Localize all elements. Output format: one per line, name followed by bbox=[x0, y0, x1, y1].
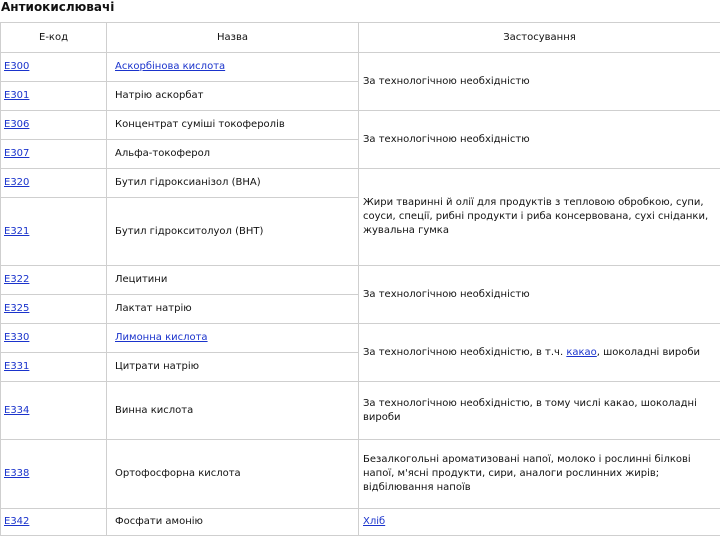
table-row bbox=[1, 324, 720, 353]
code-link-e322[interactable]: E322 bbox=[4, 274, 30, 285]
bread-link[interactable]: Хліб bbox=[363, 516, 386, 527]
table-row bbox=[1, 169, 720, 198]
table-row bbox=[1, 440, 720, 509]
code-link-e320[interactable]: E320 bbox=[4, 177, 30, 188]
use-text: За технологічною необхідністю, в т.ч. bbox=[363, 346, 567, 358]
use-cell: Безалкогольні ароматизовані напої, молоко і рослинні білкові напої, м'ясні продукти, сири, аналоги рослинних жирів; відбілювання напоїв bbox=[359, 440, 720, 509]
table-row bbox=[1, 382, 720, 440]
table-row bbox=[1, 266, 720, 295]
use-cell: За технологічною необхідністю bbox=[359, 111, 720, 169]
code-link-e301[interactable]: E301 bbox=[4, 90, 30, 101]
name-cell: Лецитини bbox=[107, 266, 359, 295]
name-cell: Ортофосфорна кислота bbox=[107, 440, 359, 509]
use-cell: За технологічною необхідністю, в тому числі какао, шоколадні вироби bbox=[359, 382, 720, 440]
code-link-e331[interactable]: E331 bbox=[4, 361, 30, 372]
code-link-e306[interactable]: E306 bbox=[4, 119, 30, 130]
code-link-e338[interactable]: E338 bbox=[4, 468, 30, 479]
name-cell: Бутил гідрокситолуол (BHT) bbox=[107, 198, 359, 266]
antioxidants-table bbox=[0, 22, 720, 536]
name-cell: Альфа-токоферол bbox=[107, 140, 359, 169]
cocoa-link[interactable]: какао bbox=[566, 346, 597, 358]
name-cell: Фосфати амонію bbox=[107, 509, 359, 536]
name-cell: Винна кислота bbox=[107, 382, 359, 440]
code-link-e307[interactable]: E307 bbox=[4, 148, 30, 159]
name-cell: Лактат натрію bbox=[107, 295, 359, 324]
code-link-e300[interactable]: E300 bbox=[4, 61, 30, 72]
table-row bbox=[1, 111, 720, 140]
page-title: Антиокислювачі bbox=[1, 0, 115, 14]
code-link-e330[interactable]: E330 bbox=[4, 332, 30, 343]
name-link-ascorbic-acid[interactable]: Аскорбінова кислота bbox=[115, 61, 226, 72]
table-header-row bbox=[1, 23, 720, 53]
use-cell: За технологічною необхідністю bbox=[359, 266, 720, 324]
use-text: , шоколадні вироби bbox=[596, 346, 701, 358]
name-cell: Концентрат суміші токоферолів bbox=[107, 111, 359, 140]
code-link-e325[interactable]: E325 bbox=[4, 303, 30, 314]
name-cell: Цитрати натрію bbox=[107, 353, 359, 382]
name-cell: Бутил гідроксианізол (BHA) bbox=[107, 169, 359, 198]
table-row bbox=[1, 509, 720, 536]
table-row bbox=[1, 53, 720, 82]
column-header-use: Застосування bbox=[359, 23, 720, 53]
code-link-e321[interactable]: E321 bbox=[4, 225, 30, 237]
name-link-citric-acid[interactable]: Лимонна кислота bbox=[115, 332, 208, 343]
name-cell: Натрію аскорбат bbox=[107, 82, 359, 111]
column-header-name: Назва bbox=[107, 23, 359, 53]
use-cell bbox=[359, 324, 720, 382]
code-link-e342[interactable]: E342 bbox=[4, 516, 30, 527]
code-link-e334[interactable]: E334 bbox=[4, 404, 30, 416]
use-cell: Жири тваринні й олії для продуктів з тепловою обробкою, супи, соуси, спеції, рибні продукти і риба консервована, сухі сніданки, жувальна гумка bbox=[359, 169, 720, 266]
column-header-code: Е-код bbox=[1, 23, 107, 53]
use-cell: За технологічною необхідністю bbox=[359, 53, 720, 111]
